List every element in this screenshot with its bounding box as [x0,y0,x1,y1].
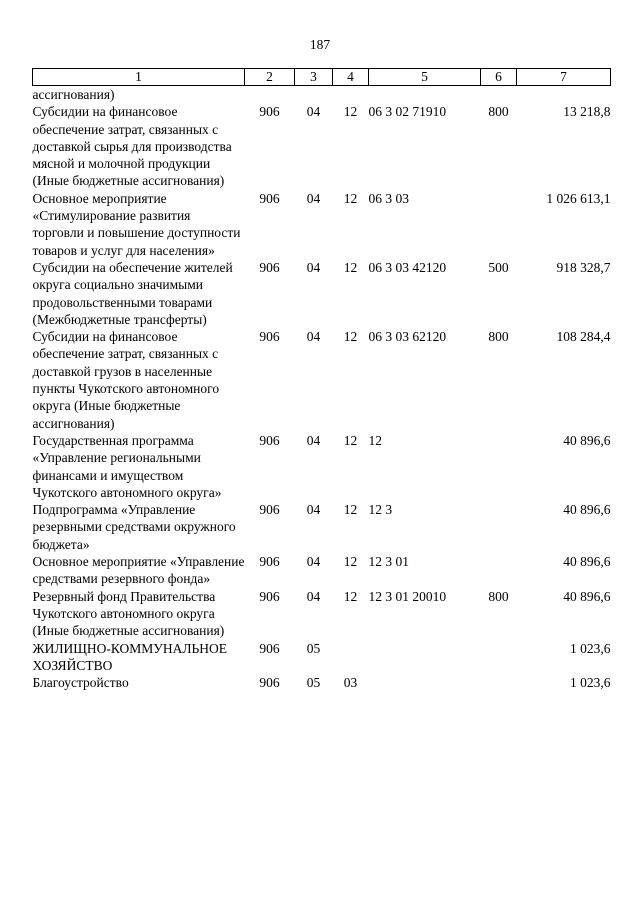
row-subsection: 12 [343,329,358,345]
row-subsection: 03 [343,675,358,691]
row-amount: 40 896,6 [563,588,611,604]
row-section: 04 [306,329,321,345]
row-amount: 1 026 613,1 [546,190,611,206]
table-row [33,86,611,104]
row-expense-type [481,190,517,259]
row-admin: 906 [259,259,280,275]
table-row [33,432,611,501]
table-row [33,553,611,588]
table-row [33,259,611,328]
row-name: Субсидии на финансовое обеспечение затрат, связанных с доставкой грузов в населенные пункты Чукотского автономного округа (Иные бюджетные ассигнования) [32,329,220,431]
row-target: 06 3 03 62120 [368,329,447,345]
column-header: 5 [369,69,481,86]
row-name: Субсидии на обеспечение жителей округа социально значимыми продовольственными товарами (Межбюджетные трансферты) [32,259,233,327]
row-amount: 40 896,6 [563,432,611,448]
row-name: ЖИЛИЩНО-КОММУНАЛЬНОЕ ХОЗЯЙСТВО [32,640,227,673]
row-admin: 906 [259,432,280,448]
row-admin: 906 [259,640,280,656]
row-amount: 108 284,4 [556,329,611,345]
row-admin: 906 [259,190,280,206]
row-section: 04 [306,104,321,120]
row-subsection [333,640,369,675]
row-admin: 906 [259,554,280,570]
row-section: 04 [306,259,321,275]
row-amount: 13 218,8 [563,104,611,120]
row-name: Государственная программа «Управление региональными финансами и имуществом Чукотского автономного округа» [32,432,222,500]
row-amount [517,86,611,104]
row-subsection: 12 [343,190,358,206]
row-target: 12 3 [368,502,393,518]
row-expense-type [481,640,517,675]
row-subsection: 12 [343,554,358,570]
row-name: Основное мероприятие «Стимулирование развития торговли и повышение доступности товаров и услуг для населения» [32,190,241,258]
column-header: 7 [517,69,611,86]
row-name: Субсидии на финансовое обеспечение затрат, связанных с доставкой сырья для производства мясной и молочной продукции (Иные бюджетные ассигнования) [32,104,232,189]
table-row [33,588,611,640]
row-name: Резервный фонд Правительства Чукотского автономного округа (Иные бюджетные ассигнования) [32,588,225,639]
row-expense-type [481,674,517,691]
row-target: 06 3 03 42120 [368,259,447,275]
table-row [33,674,611,691]
column-header: 4 [333,69,369,86]
row-section [295,86,333,104]
column-header: 2 [245,69,295,86]
row-admin: 906 [259,104,280,120]
table-row [33,328,611,432]
row-expense-type: 800 [488,104,509,120]
row-target: 06 3 03 [368,190,409,206]
row-section: 05 [306,640,321,656]
column-header: 6 [481,69,517,86]
row-subsection: 12 [343,432,358,448]
row-subsection [333,86,369,104]
row-amount: 918 328,7 [556,259,611,275]
row-section: 04 [306,432,321,448]
row-expense-type [481,501,517,553]
row-target: 12 [368,432,382,448]
row-name: Подпрограмма «Управление резервными средствами окружного бюджета» [32,502,236,552]
table-row [33,190,611,259]
table-row [33,640,611,675]
column-number-header [33,69,611,86]
page-number: 187 [309,37,331,52]
row-admin: 906 [259,675,280,691]
row-target [369,674,481,691]
row-expense-type [481,553,517,588]
row-target: 12 3 01 [368,554,409,570]
row-name: ассигнования) [32,87,115,102]
row-section: 04 [306,190,321,206]
row-subsection: 12 [343,588,358,604]
row-name: Основное мероприятие «Управление средствами резервного фонда» [32,554,245,587]
row-admin: 906 [259,588,280,604]
row-expense-type [481,86,517,104]
row-target: 12 3 01 20010 [368,588,447,604]
row-expense-type [481,432,517,501]
row-expense-type: 800 [488,329,509,345]
row-subsection: 12 [343,502,358,518]
row-expense-type: 800 [488,588,509,604]
column-header: 3 [295,69,333,86]
row-name: Благоустройство [32,675,129,691]
row-amount: 1 023,6 [570,640,611,656]
column-header: 1 [33,69,245,86]
row-section: 04 [306,502,321,518]
row-amount: 40 896,6 [563,554,611,570]
budget-table [32,68,611,691]
row-section: 04 [306,588,321,604]
row-subsection: 12 [343,104,358,120]
row-subsection: 12 [343,259,358,275]
table-row [33,103,611,189]
row-amount: 40 896,6 [563,502,611,518]
row-target [369,86,481,104]
row-section: 05 [306,675,321,691]
row-admin: 906 [259,502,280,518]
row-admin: 906 [259,329,280,345]
row-expense-type: 500 [488,259,509,275]
table-row [33,501,611,553]
row-target [369,640,481,675]
row-target: 06 3 02 71910 [368,104,447,120]
row-amount: 1 023,6 [570,675,611,691]
row-admin [245,86,295,104]
row-section: 04 [306,554,321,570]
